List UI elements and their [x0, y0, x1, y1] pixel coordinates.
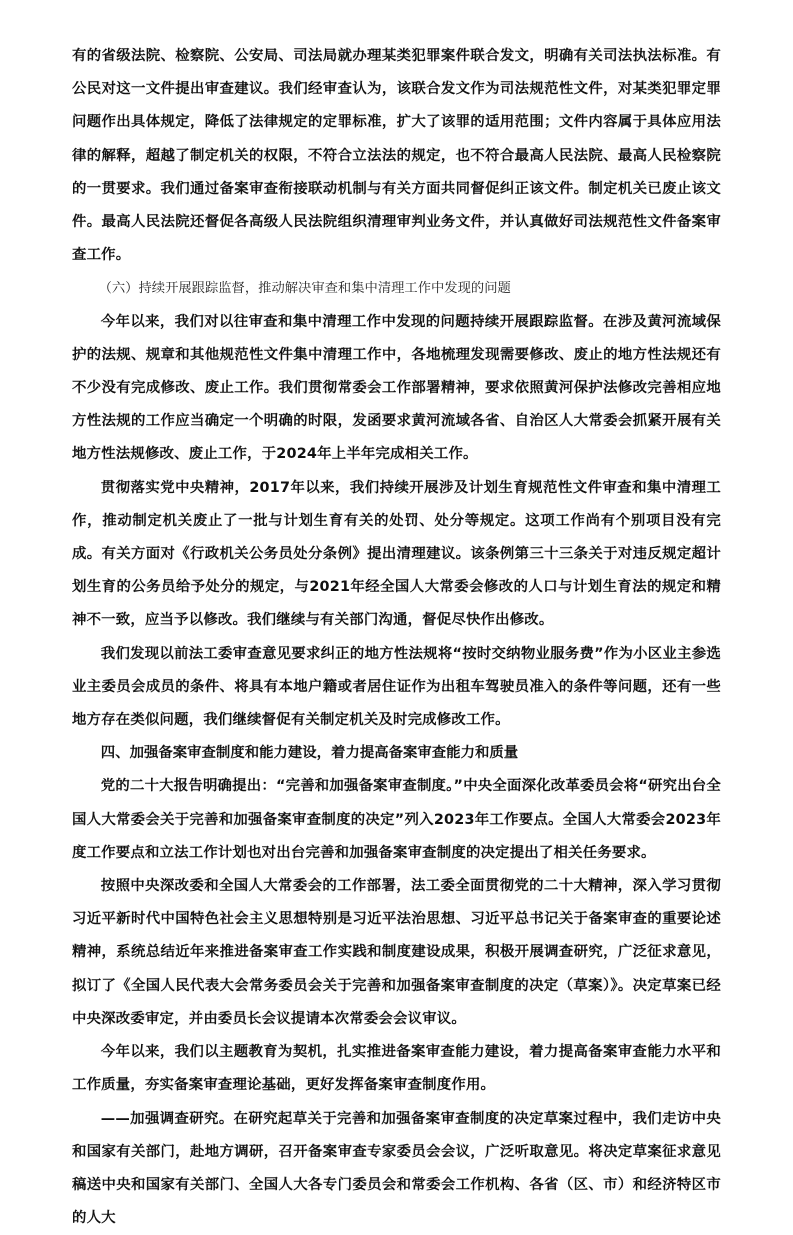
paragraph-family-planning-review: 贯彻落实党中央精神，2017年以来，我们持续开展涉及计划生育规范性文件审查和集中清理工作，推动制定机关废止了一批与计划生育有关的处罚、处分等规定。这项工作尚有个别项目没有完成。有关方面对《行政机关公务员处分条例》提出清理建议。该条例第三十三条关于对违反规定超计划生育的公务员给予处分的规定，与2021年经全国人大常委会修改的人口与计划生育法的规定和精神不一致，应当予以修改。我们继续与有关部门沟通，督促尽快作出修改。	[72, 472, 721, 638]
paragraph-local-regulation-issues: 我们发现以前法工委审查意见要求纠正的地方性法规将“按时交纳物业服务费”作为小区业主参选业主委员会成员的条件、将具有本地户籍或者居住证作为出租车驾驶员准入的条件等问题，还有一些地方存在类似问题，我们继续督促有关制定机关及时完成修改工作。	[72, 638, 721, 738]
paragraph-draft-decision: 按照中央深改委和全国人大常委会的工作部署，法工委全面贯彻党的二十大精神，深入学习贯彻习近平新时代中国特色社会主义思想特别是习近平法治思想、习近平总书记关于备案审查的重要论述精神，系统总结近年来推进备案审查工作实践和制度建设成果，积极开展调查研究，广泛征求意见，拟订了《全国人民代表大会常务委员会关于完善和加强备案审查制度的决定（草案）》。决定草案已经中央深改委审定，并由委员长会议提请本次常委会会议审议。	[72, 870, 721, 1036]
paragraph-judicial-document-review: 有的省级法院、检察院、公安局、司法局就办理某类犯罪案件联合发文，明确有关司法执法标准。有公民对这一文件提出审查建议。我们经审查认为，该联合发文作为司法规范性文件，对某类犯罪定罪问题作出具体规定，降低了法律规定的定罪标准，扩大了该罪的适用范围；文件内容属于具体应用法律的解释，超越了制定机关的权限，不符合立法法的规定，也不符合最高人民法院、最高人民检察院的一贯要求。我们通过备案审查衔接联动机制与有关方面共同督促纠正该文件。制定机关已废止该文件。最高人民法院还督促各高级人民法院组织清理审判业务文件，并认真做好司法规范性文件备案审查工作。	[72, 40, 721, 272]
paragraph-capacity-building: 今年以来，我们以主题教育为契机，扎实推进备案审查能力建设，着力提高备案审查能力水平和工作质量，夯实备案审查理论基础，更好发挥备案审查制度作用。	[72, 1036, 721, 1102]
paragraph-twentieth-congress-report: 党的二十大报告明确提出：“完善和加强备案审查制度。”中央全面深化改革委员会将“研究出台全国人大常委会关于完善和加强备案审查制度的决定”列入2023年工作要点。全国人大常委会2023年度工作要点和立法工作计划也对出台完善和加强备案审查制度的决定提出了相关任务要求。	[72, 770, 721, 870]
paragraph-research-strengthening: ——加强调查研究。在研究起草关于完善和加强备案审查制度的决定草案过程中，我们走访中央和国家有关部门，赴地方调研，召开备案审查专家委员会会议，广泛听取意见。将决定草案征求意见稿送中央和国家有关部门、全国人大各专门委员会和常委会工作机构、各省（区、市）和经济特区市的人大	[72, 1103, 721, 1235]
section-heading-four: 四、加强备案审查制度和能力建设，着力提高备案审查能力和质量	[72, 737, 721, 770]
paragraph-yellow-river-cleanup: 今年以来，我们对以往审查和集中清理工作中发现的问题持续开展跟踪监督。在涉及黄河流域保护的法规、规章和其他规范性文件集中清理工作中，各地梳理发现需要修改、废止的地方性法规还有不少没有完成修改、废止工作。我们贯彻常委会工作部署精神，要求依照黄河保护法修改完善相应地方性法规的工作应当确定一个明确的时限，发函要求黄河流域各省、自治区人大常委会抓紧开展有关地方性法规修改、废止工作，于2024年上半年完成相关工作。	[72, 306, 721, 472]
subheading-follow-up-supervision: （六）持续开展跟踪监督，推动解决审查和集中清理工作中发现的问题	[72, 272, 721, 305]
